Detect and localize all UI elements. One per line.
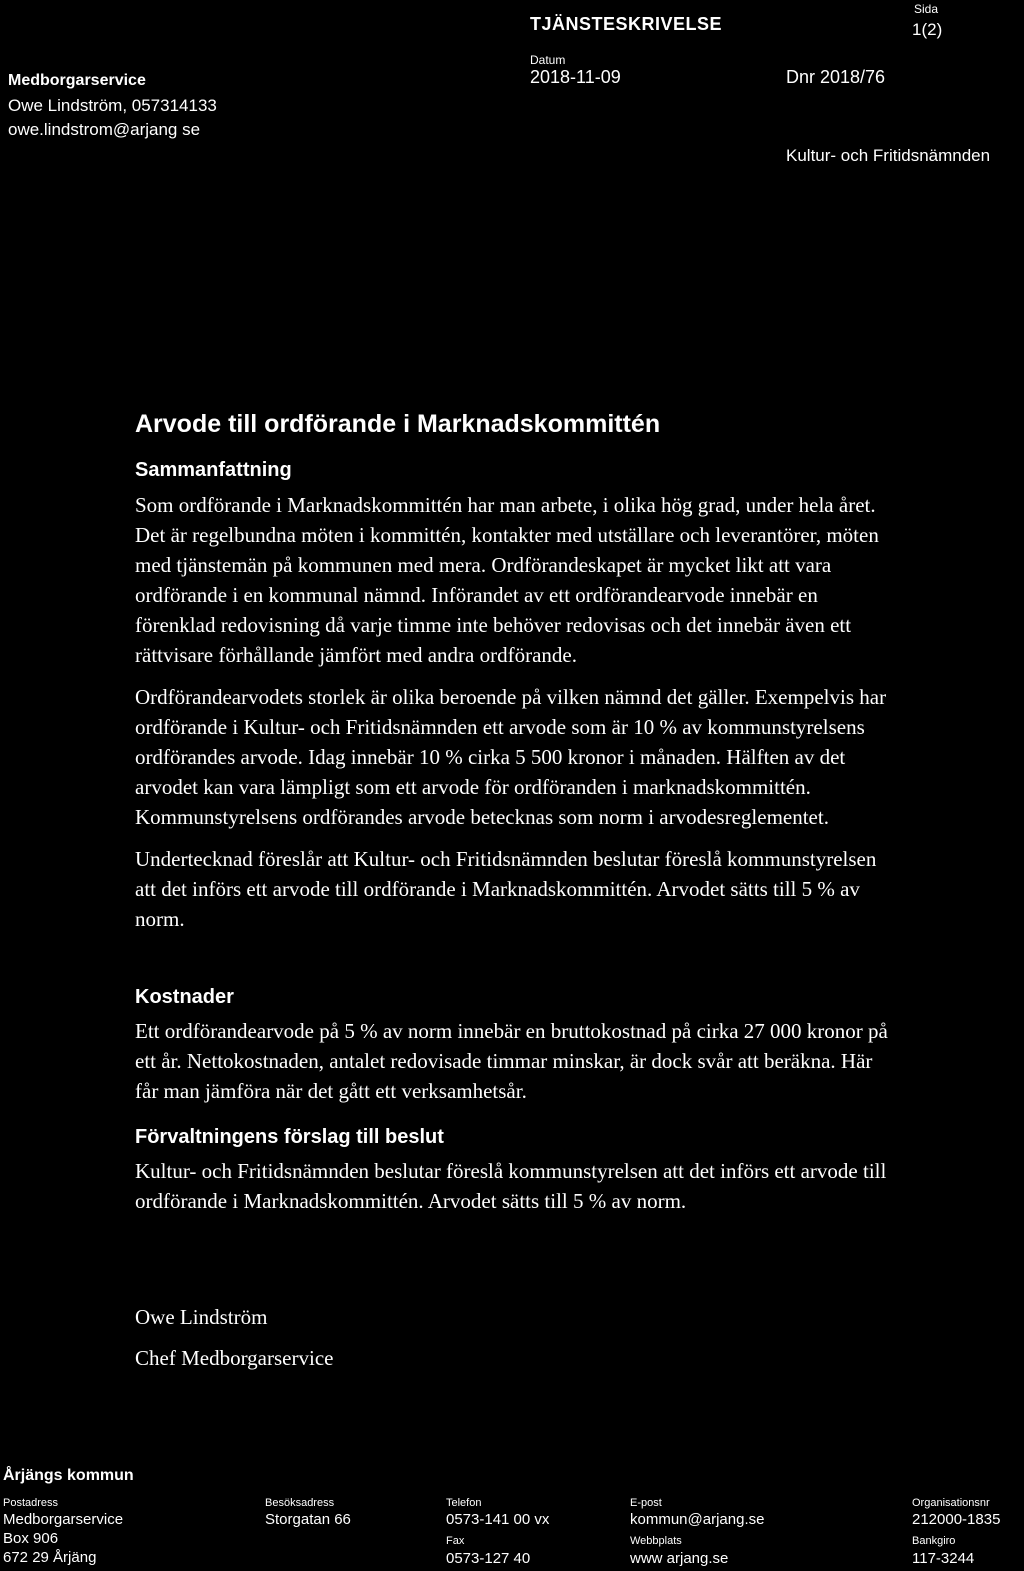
recipient: Kultur- och Fritidsnämnden: [786, 146, 991, 165]
signature-name: Owe Lindström: [135, 1305, 268, 1329]
footer-orgnr-label: Organisationsnr: [912, 1497, 990, 1509]
document-type: TJÄNSTESKRIVELSE: [530, 14, 723, 34]
paragraph: Ett ordförandearvode på 5 % av norm innebär en bruttokostnad på cirka 27 000 kronor på ett år. Nettokostnaden, antalet redovisade timmar minskar, är dock svår att beräkna. Här får man jämföra när det gått ett verksamhetsår.: [135, 1019, 888, 1103]
footer-postadress-line: 672 29 Årjäng: [3, 1549, 97, 1566]
footer-webbplats[interactable]: www arjang.se: [630, 1550, 729, 1567]
document-date: 2018-11-09: [530, 67, 621, 87]
section-heading-sammanfattning: Sammanfattning: [135, 459, 292, 481]
diary-number: Dnr 2018/76: [786, 67, 886, 87]
paragraph: Kultur- och Fritidsnämnden beslutar föreslå kommunstyrelsen att det införs ett arvode till ordförande i Marknadskommittén. Arvodet sätts till 5 % av norm.: [135, 1159, 887, 1213]
footer-epost[interactable]: kommun@arjang.se: [630, 1511, 765, 1528]
contact-person: Owe Lindström, 057314133: [8, 96, 217, 115]
section-body-forslag: [135, 1156, 895, 1216]
date-label: Datum: [530, 53, 566, 67]
footer-organization: Årjängs kommun: [3, 1467, 134, 1484]
page-number: 1(2): [912, 20, 943, 39]
footer-postadress-label: Postadress: [3, 1497, 59, 1509]
footer-webbplats-label: Webbplats: [630, 1535, 682, 1547]
footer-bankgiro-label: Bankgiro: [912, 1535, 956, 1547]
section-body-sammanfattning: [135, 490, 895, 934]
footer-besoksadress-label: Besöksadress: [265, 1497, 335, 1509]
footer-epost-label: E-post: [630, 1497, 662, 1509]
document-title: Arvode till ordförande i Marknadskommittén: [135, 410, 661, 438]
section-heading-forslag: Förvaltningens förslag till beslut: [135, 1126, 444, 1148]
footer-bankgiro: 117-3244: [912, 1550, 975, 1567]
signature-title: Chef Medborgarservice: [135, 1346, 334, 1370]
paragraph: Ordförandearvodets storlek är olika beroende på vilken nämnd det gäller. Exempelvis har ordförande i Kultur- och Fritidsnämnden ett arvode som är 10 % av kommunstyrelsens ordförandes arvode. Idag innebär 10 % cirka 5 500 kronor i månaden. Hälften av det arvodet kan vara lämpligt som ett arvode för ordföranden i marknadskommittén. Kommunstyrelsens ordförandes arvode betecknas som norm i arvodesreglementet.: [135, 685, 887, 829]
page-label: Sida: [914, 2, 939, 16]
paragraph: Som ordförande i Marknadskommittén har man arbete, i olika hög grad, under hela året. Det är regelbundna möten i kommittén, kontakter med utställare och leverantörer, möten med tjänstemän på kommunen med mera. Ordförandeskapet är mycket likt att vara ordförande i en kommunal nämnd. Införandet av ett ordförandearvode innebär en förenklad redovisning då varje timme inte behöver redovisas och det innebär även ett rättvisare förhållande jämfört med andra ordförande.: [135, 493, 879, 667]
paragraph: Undertecknad föreslår att Kultur- och Fritidsnämnden beslutar föreslå kommunstyrelsen att det införs ett arvode till ordförande i Marknadskommittén. Arvodet sätts till 5 % av norm.: [135, 847, 877, 931]
footer-besoksadress: Storgatan 66: [265, 1511, 351, 1528]
footer-postadress-line: Box 906: [3, 1530, 59, 1547]
footer-fax-label: Fax: [446, 1535, 465, 1547]
footer-orgnr: 212000-1835: [912, 1511, 1001, 1528]
contact-email: owe.lindstrom@arjang se: [8, 120, 201, 139]
footer-fax: 0573-127 40: [446, 1550, 531, 1567]
footer-postadress-line: Medborgarservice: [3, 1511, 124, 1528]
footer-telefon-label: Telefon: [446, 1497, 482, 1509]
footer-telefon: 0573-141 00 vx: [446, 1511, 550, 1528]
section-body-kostnader: [135, 1016, 895, 1106]
department: Medborgarservice: [8, 72, 146, 89]
section-heading-kostnader: Kostnader: [135, 986, 234, 1008]
